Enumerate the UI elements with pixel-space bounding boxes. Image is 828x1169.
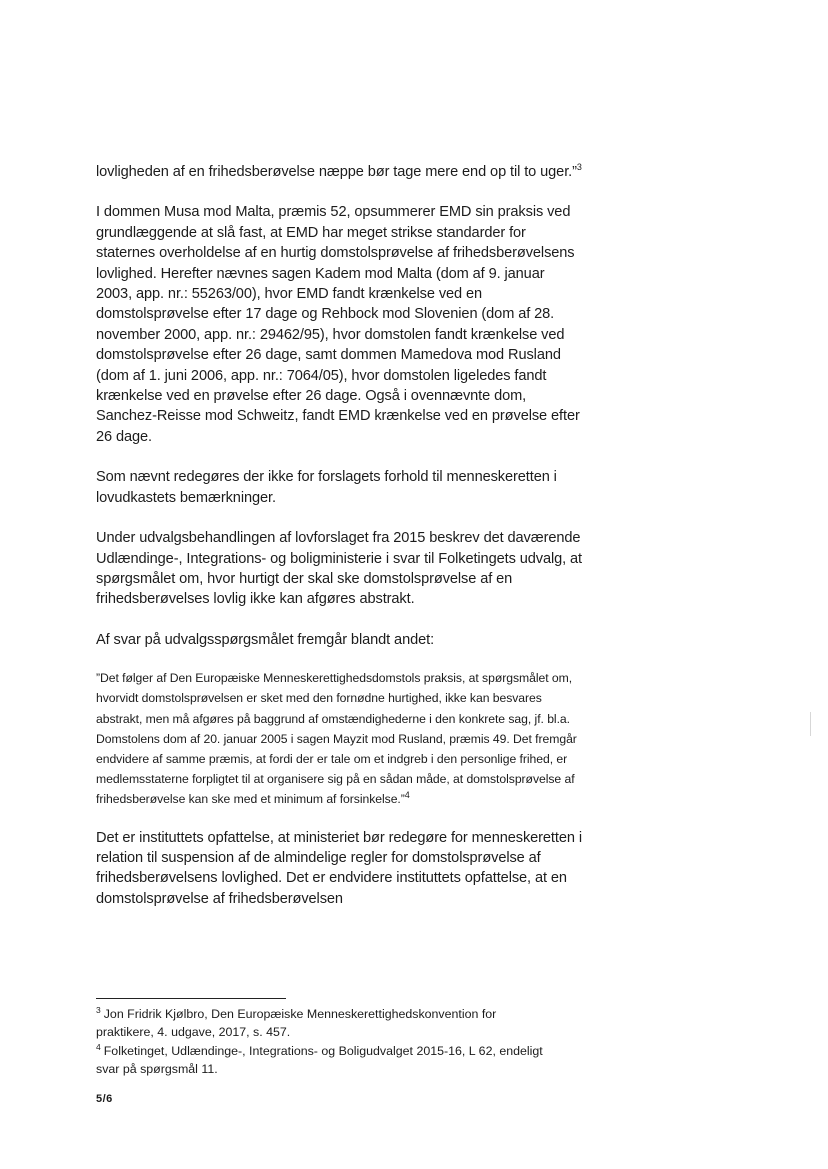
block-quote: ”Det følger af Den Europæiske Menneskerettighedsdomstols praksis, at spørgsmålet om, hvorvidt domstolsprøvelsen er sket med den fornødne hurtighed, ikke kan besvares abstrakt, men må afgøres på baggrund af omstændighederne i den konkrete sag, jf. bl.a. Domstolens dom af 20. januar 2005 i sagen Mayzit mod Rusland, præmis 49. Det fremgår endvidere af samme præmis, at fordi der er tale om et indgreb i den personlige frihed, er medlemsstaterne forpligtet til at organisere sig på en sådan måde, at domstolsprøvelse af frihedsberøvelse kan ske med et minimum af forsinkelse.”$^4$ [96, 671, 577, 807]
footnote-3 [96, 1005, 556, 1042]
paragraph-musa-mod-malta: I dommen Musa mod Malta, præmis 52, opsummerer EMD sin praksis ved grundlæggende at slå fast, at EMD har meget strikse standarder for staternes overholdelse af en hurtig domstolsprøvelse af frihedsberøvelsens lovlighed. Herefter nævnes sagen Kadem mod Malta (dom af 9. januar 2003, app. nr.: 55263/00), hvor EMD fandt krænkelse ved en domstolsprøvelse efter 17 dage og Rehbock mod Slovenien (dom af 28. november 2000, app. nr.: 29462/95), hvor domstolen fandt krænkelse ved domstolsprøvelse efter 26 dage, samt dommen Mamedova mod Rusland (dom af 1. juni 2006, app. nr.: 7064/05), hvor domstolen ligeledes fandt krænkelse ved en prøvelse efter 26 dage. Også i ovennævnte dom, Sanchez-Reisse mod Schweitz, fandt EMD krænkelse ved en prøvelse efter 26 dage. [96, 204, 580, 445]
footnote-number: 3 [96, 1004, 101, 1015]
footnote-ref-4[interactable]: 4 [404, 790, 410, 801]
paragraph-institute-opinion: Det er instituttets opfattelse, at ministeriet bør redegøre for menneskeretten i relation til suspension af de almindelige regler for domstolsprøvelse af frihedsberøvelsens lovlighed. Det er endvidere instituttets opfattelse, at en domstolsprøvelse af frihedsberøvelsen [96, 829, 582, 907]
document-body [96, 162, 582, 909]
footnote-text: Jon Fridrik Kjølbro, Den Europæiske Menneskerettighedskonvention for praktikere, 4. udgave, 2017, s. 457. [96, 1007, 497, 1040]
footnote-ref-3[interactable]: 3 [576, 162, 582, 173]
footnote-4 [96, 1042, 556, 1079]
paragraph-menneskeret-remark: Som nævnt redegøres der ikke for forslagets forhold til menneskeretten i lovudkastets bemærkninger. [96, 469, 557, 506]
paragraph-continuation: lovligheden af en frihedsberøvelse næppe bør tage mere end op til to uger.”$^3$ [96, 162, 582, 180]
footnote-separator [96, 998, 286, 999]
footnote-number: 4 [96, 1041, 101, 1052]
page-number: 5/6 [96, 1093, 113, 1105]
footnotes [96, 1005, 556, 1079]
paragraph-quote-intro: Af svar på udvalgsspørgsmålet fremgår blandt andet: [96, 631, 435, 648]
scan-artifact [810, 712, 811, 736]
paragraph-udvalgsbehandling: Under udvalgsbehandlingen af lovforslaget fra 2015 beskrev det daværende Udlændinge-, Integrations- og boligministerie i svar til Folketingets udvalg, at spørgsmålet om, hvor hurtigt der skal ske domstolsprøvelse af en frihedsberøvelses lovlig ikke kan afgøres abstrakt. [96, 530, 583, 608]
footnote-text: Folketinget, Udlændinge-, Integrations- og Boligudvalget 2015-16, L 62, endeligt svar på spørgsmål 11. [96, 1043, 543, 1077]
